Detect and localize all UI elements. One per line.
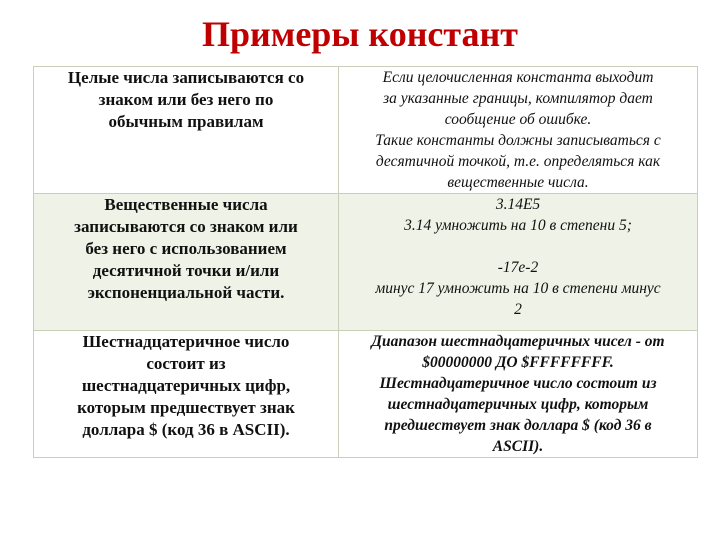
spacer [343,236,693,257]
cell-text-line: минус 17 умножить на 10 в степени минус [375,280,661,297]
cell-text-line: шестнадцатеричных цифр, [81,376,291,395]
real-example-cell [339,194,698,331]
cell-text-line: Если целочисленная константа выходит [382,69,654,86]
table-row-integer [34,67,698,194]
cell-text-line: обычным правилам [108,112,264,131]
table-row-hex [34,331,698,458]
cell-text-line: которым предшествует знак [77,398,295,417]
cell-text-line: состоит из [146,354,226,373]
integer-description-cell [34,67,339,194]
cell-text-line: экспоненциальной части. [87,283,285,302]
cell-text-line: за указанные границы, компилятор дает [383,90,653,107]
cell-text-line: сообщение об ошибке. [444,111,592,128]
cell-text-line: без него с использованием [85,239,287,258]
cell-text-line: шестнадцатеричных цифр, которым [387,396,649,413]
cell-text-line: 2 [514,301,522,318]
cell-text-line: десятичной точки и/или [92,261,280,280]
cell-text-line: доллара $ (код 36 в ASCII). [82,420,290,439]
page-title: Примеры констант [202,14,518,54]
table-row-real [34,194,698,331]
real-description-cell [34,194,339,331]
hex-description-cell [34,331,339,458]
cell-text-line: знаком или без него по [98,90,274,109]
cell-text-line: Шестнадцатеричное число состоит из [379,375,657,392]
cell-text-line: Такие константы должны записываться с [375,132,661,149]
cell-text-line: записываются со знаком или [74,217,298,236]
cell-text-line: Целые числа записываются со [67,68,305,87]
cell-text-line: -17e-2 [497,259,539,276]
cell-text-line: 3.14 умножить на 10 в степени 5; [404,217,632,234]
cell-text-line: 3.14E5 [495,196,541,213]
cell-text-line: Диапазон шестнадцатеричных чисел - от [371,333,665,350]
cell-text-line: Шестнадцатеричное число [82,332,290,351]
cell-text-line: Вещественные числа [104,195,268,214]
cell-text-line: десятичной точкой, т.е. определяться как [375,153,661,170]
cell-text-line: предшествует знак доллара $ (код 36 в [384,417,652,434]
hex-example-cell [339,331,698,458]
constants-table [33,66,698,458]
integer-example-cell [339,67,698,194]
cell-text-line: $00000000 ДО $FFFFFFFF. [422,354,614,371]
cell-text-line: вещественные числа. [447,174,589,191]
cell-text-line: ASCII). [492,438,544,455]
